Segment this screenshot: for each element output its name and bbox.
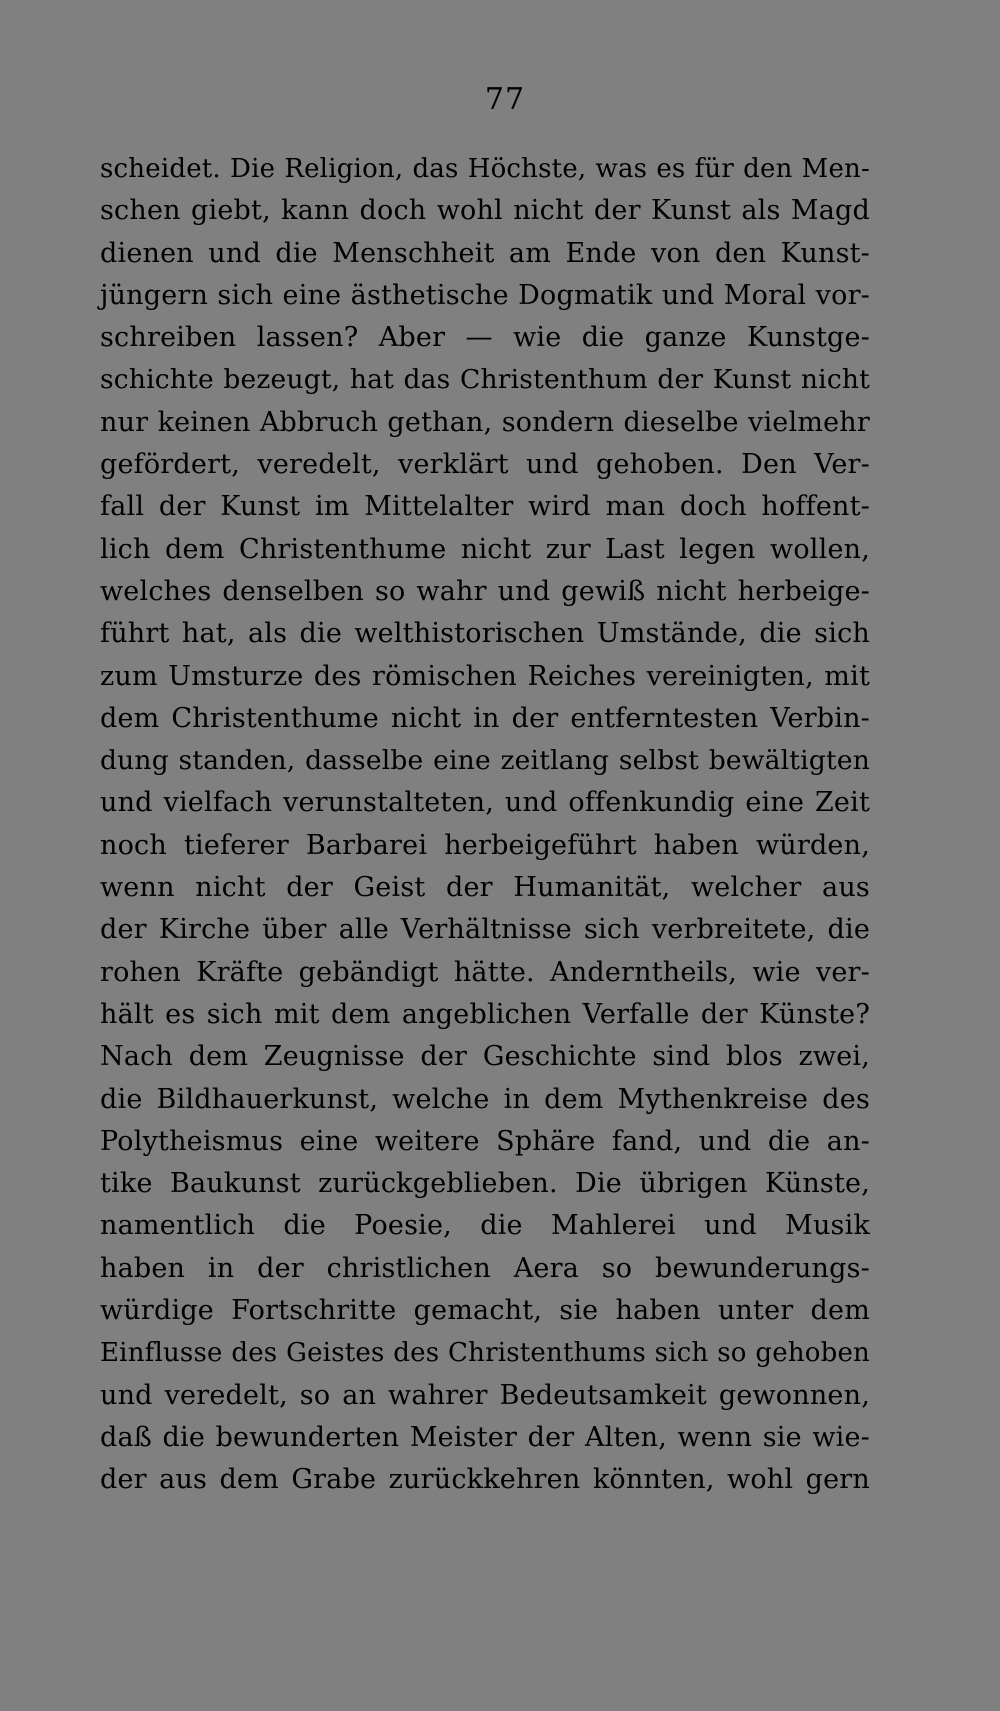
text-line: Einflusse des Geistes des Christenthums sich so gehoben [100, 1338, 870, 1369]
text-line: wenn nicht der Geist der Humanität, welcher aus [100, 872, 870, 904]
text-line: namentlich die Poesie, die Mahlerei und Musik [100, 1210, 870, 1242]
text-line: noch tieferer Barbarei herbeigeführt haben würden, [100, 829, 870, 861]
text-line: hält es sich mit dem angeblichen Verfalle der Künste? [100, 998, 870, 1030]
text-line: dem Christenthume nicht in der entferntesten Verbin- [100, 702, 870, 734]
text-line: und veredelt, so an wahrer Bedeutsamkeit gewonnen, [100, 1379, 870, 1411]
text-line: tike Baukunst zurückgeblieben. Die übrigen Künste, [100, 1168, 870, 1200]
text-line: welches denselben so wahr und gewiß nicht herbeige- [100, 575, 870, 607]
page-number: 77 [484, 82, 526, 117]
text-line: Polytheismus eine weitere Sphäre fand, und die an- [100, 1125, 870, 1157]
text-line: nur keinen Abbruch gethan, sondern dieselbe vielmehr [100, 406, 870, 438]
text-line: Nach dem Zeugnisse der Geschichte sind blos zwei, [100, 1041, 870, 1073]
text-line: schen giebt, kann doch wohl nicht der Kunst als Magd [100, 195, 870, 227]
text-line: zum Umsturze des römischen Reiches vereinigten, mit [100, 660, 870, 692]
text-line: der aus dem Grabe zurückkehren könnten, wohl gern [100, 1464, 870, 1496]
text-line: scheidet. Die Religion, das Höchste, was es für den Men- [100, 154, 870, 184]
text-line: würdige Fortschritte gemacht, sie haben unter dem [100, 1295, 870, 1327]
text-line: haben in der christlichen Aera so bewunderungs- [100, 1252, 870, 1284]
text-line: führt hat, als die welthistorischen Umstände, die sich [100, 618, 870, 650]
text-line: daß die bewunderten Meister der Alten, wenn sie wie- [100, 1421, 870, 1453]
text-line: lich dem Christenthume nicht zur Last legen wollen, [100, 533, 870, 565]
text-line: und vielfach verunstalteten, und offenkundig eine Zeit [100, 787, 870, 819]
text-line: schreiben lassen? Aber — wie die ganze Kunstge- [100, 322, 870, 354]
text-line: schichte bezeugt, hat das Christenthum der Kunst nicht [100, 364, 870, 396]
text-line: fall der Kunst im Mittelalter wird man doch hoffent- [100, 491, 870, 523]
body-text [100, 148, 870, 1502]
text-line: dienen und die Menschheit am Ende von den Kunst- [100, 237, 870, 269]
text-line: der Kirche über alle Verhältnisse sich verbreitete, die [100, 914, 870, 946]
text-line: jüngern sich eine ästhetische Dogmatik und Moral vor- [100, 279, 870, 311]
text-line: die Bildhauerkunst, welche in dem Mythenkreise des [100, 1083, 870, 1115]
text-line: rohen Kräfte gebändigt hätte. Anderntheils, wie ver- [100, 956, 870, 988]
text-line: dung standen, dasselbe eine zeitlang selbst bewältigten [100, 745, 870, 777]
text-line: gefördert, veredelt, verklärt und gehoben. Den Ver- [100, 449, 870, 481]
